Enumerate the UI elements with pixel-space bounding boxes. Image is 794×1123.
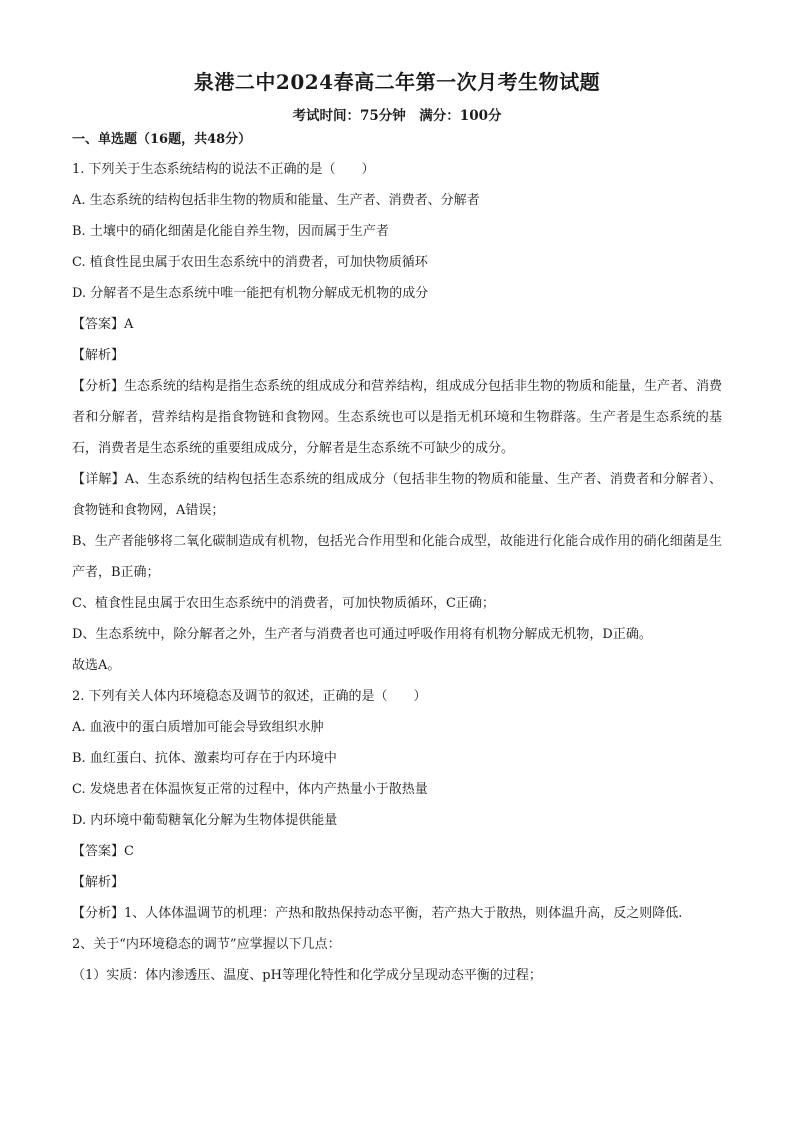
question-2-option-d: D. 内环境中葡萄糖氧化分解为生物体提供能量: [72, 813, 338, 828]
question-2-fenxi: 【分析】1、人体体温调节的机理：产热和散热保持动态平衡，若产热大于散热，则体温升高，反之则降低.: [72, 906, 683, 921]
question-1-detail-c: C、植食性昆虫属于农田生态系统中的消费者，可加快物质循环，C正确；: [72, 596, 495, 611]
exam-title: 泉港二中2024春高二年第一次月考生物试题: [193, 70, 601, 94]
question-1-detail-b: B、生产者能够将二氧化碳制造成有机物，包括光合作用型和化能合成型，故能进行化能合成作用的硝化细菌是生产者，B正确；: [72, 534, 722, 580]
question-2-point-2: 2、关于“内环境稳态的调节”应掌握以下几点：: [72, 937, 341, 952]
exam-subtitle: 考试时间：75分钟 满分：100分: [292, 108, 502, 124]
question-1-answer: 【答案】A: [72, 317, 134, 332]
question-2-answer: 【答案】C: [72, 844, 134, 859]
question-1-analysis-label: 【解析】: [72, 348, 125, 363]
question-1-conclusion: 故选A。: [72, 658, 121, 673]
question-1-option-b: B. 土壤中的硝化细菌是化能自养生物，因而属于生产者: [72, 224, 389, 239]
exam-content: [72, 126, 722, 991]
question-2-option-b: B. 血红蛋白、抗体、激素均可存在于内环境中: [72, 751, 337, 766]
question-1-option-a: A. 生态系统的结构包括非生物的物质和能量、生产者、消费者、分解者: [72, 193, 480, 208]
question-1-detail-d: D、生态系统中，除分解者之外，生产者与消费者也可通过呼吸作用将有机物分解成无机物，D正确。: [72, 627, 652, 642]
section-heading: 一、单选题（16题，共48分）: [72, 132, 252, 147]
question-1-option-c: C. 植食性昆虫属于农田生态系统中的消费者，可加快物质循环: [72, 255, 428, 270]
question-2-option-c: C. 发烧患者在体温恢复正常的过程中，体内产热量小于散热量: [72, 782, 428, 797]
question-2-analysis-label: 【解析】: [72, 875, 125, 890]
question-2-option-a: A. 血液中的蛋白质增加可能会导致组织水肿: [72, 720, 324, 735]
question-1-stem: 1. 下列关于生态系统结构的说法不正确的是（ ）: [72, 162, 375, 177]
question-1-fenxi: 【分析】生态系统的结构是指生态系统的组成成分和营养结构，组成成分包括非生物的物质和能量，生产者、消费者和分解者，营养结构是指食物链和食物网。生态系统也可以是指无机环境和生物群落。生产者是生态系统的基石，消费者是生态系统的重要组成成分，分解者是生态系统不可缺少的成分。: [72, 379, 723, 456]
question-2-stem: 2. 下列有关人体内环境稳态及调节的叙述，正确的是（ ）: [72, 689, 427, 704]
question-1-option-d: D. 分解者不是生态系统中唯一能把有机物分解成无机物的成分: [72, 286, 429, 301]
question-2-point-2-1: （1）实质：体内渗透压、温度、pH等理化特性和化学成分呈现动态平衡的过程；: [72, 968, 542, 983]
question-1-xiangjie: 【详解】A、生态系统的结构包括生态系统的组成成分（包括非生物的物质和能量、生产者、消费者和分解者）、食物链和食物网，A错误；: [72, 472, 722, 518]
